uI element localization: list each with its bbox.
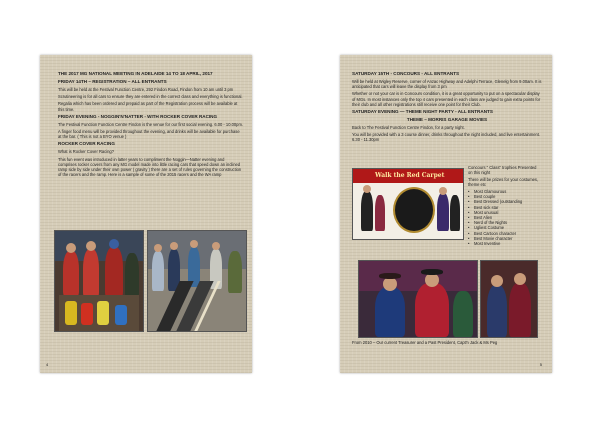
paragraph: You will be provided with a 3 course dinner, drinks throughout the night included, and live entertainment. 6.30 - 11.30pm [352,132,541,143]
paragraph: A finger food menu will be provided throughout the evening, and drinks will be available for purchase at the bar. ( This is not a BYO venue ) [58,129,240,140]
party-photo [480,260,538,338]
paragraph: Scrutineering is for all cars to ensure they are entered in the correct class and everything is functional. [58,94,243,100]
section-heading: SATURDAY EVENING — THEME NIGHT PARTY - ALL ENTRANTS [352,109,493,115]
prize-list [468,189,544,246]
theme-subheading: THEME – MORRIS GARAGE MOVIES [406,117,488,123]
list-item: • Best sick star [468,205,544,210]
page-number: 5 [539,362,542,367]
photo-caption: From 2010 – Our current Treasurer and a Past President, Capt'n Jack & Ms Peg [352,340,498,345]
list-item: • Most Glamourous [468,189,544,194]
page-title: THE 2017 MG NATIONAL MEETING IN ADELAIDE 14 TO 18 APRIL, 2017 [58,71,213,76]
section-heading: ROCKER COVER RACING [58,141,115,147]
prize-intro: There will be prizes for your costumes, theme etc [468,177,539,188]
list-item: • Best Alien [468,215,544,220]
list-item: • Best Cartoon character [468,231,544,236]
left-page [40,55,252,373]
list-item: • Nerd of the Nights [468,220,544,225]
list-item: • Best couple [468,194,544,199]
list-item: • Most Inventive [468,241,544,246]
page-number: 4 [46,362,49,367]
red-carpet-poster [352,168,464,240]
list-item: • Ugliest Costume [468,225,544,230]
paragraph: The Festival Function Function Centre Findon is the venue for our first social evening. 6.00 - 10.00pm. [58,121,243,127]
paragraph: Regalia which has been ordered and prepaid as part of the Registration process will be available at this time. [58,101,238,112]
paragraph: Back to The Festival Function Centre Findon, for a party night. [352,125,465,131]
section-heading: FRIDAY 14TH – REGISTRATION – ALL ENTRANTS [58,79,167,84]
list-item: • Best Movie character [468,236,544,241]
paragraph: This fun event was introduced in latter years to compliment the Noggin—Natter evening and comprises rocker covers from any MG model made into little racing cars that speed down an inclined ramp side by side under their own power ( gravity ) there are a set of rules governing the construction of the racers and the ramp. Here is a sample of some of the 2015 racers and the WA ramp [58,156,242,178]
party-photo [358,260,478,338]
right-page [340,55,552,373]
section-heading: FRIDAY EVENING - NOGGIN'N'NATTER - WITH ROCKER COVER RACING [58,113,218,119]
poster-title: Walk the Red Carpet [375,172,445,179]
paragraph: Will be held at Wigley Reserve, corner of Anzac Highway and Adelphi Terrace, Glenelg from 9.00am. It is anticipated that cars will leave the display from 3 pm [352,79,542,90]
ramp-photo [147,230,247,332]
list-item: • Best Dressed (outstanding [468,199,544,204]
trophy-intro: Concours " Class" trophies Presented on this night [468,165,537,176]
list-item: • Most unusual [468,210,544,215]
paragraph: What is Rocker Cover Racing? [58,149,114,155]
racers-photo [54,230,144,332]
paragraph: This will be held at the Festival Function Centre, 292 Findon Road, Findon from 10 am until 3 pm [58,87,234,92]
paragraph: Whether or not your car is in Concours condition, it is a great opportunity to put on a spectacular display of MGs. In most instances only the top 4 cars presented in each class are judged to gain extra points for their club and all other registrations still receive one point for their Club. [352,91,541,107]
section-heading: SATURDAY 15TH - CONCOURS - ALL ENTRANTS [352,71,460,76]
